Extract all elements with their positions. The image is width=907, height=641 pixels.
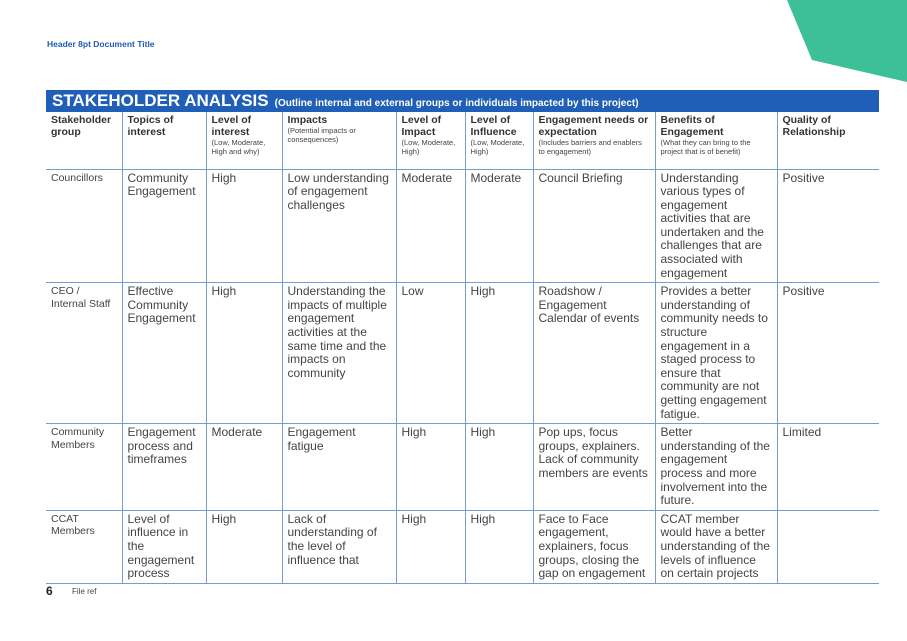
col-header: Benefits of Engagement (What they can bring to the project that is of benefit)	[655, 112, 777, 169]
table-cell: Effective Community Engagement	[122, 283, 206, 424]
table-cell: High	[206, 510, 282, 583]
table-cell: Moderate	[206, 424, 282, 511]
table-cell: Better understanding of the engagement process and more involvement into the future.	[655, 424, 777, 511]
page-number: 6	[46, 584, 53, 598]
table-cell: Positive	[777, 169, 879, 283]
table-header-row	[46, 112, 879, 169]
table-cell: Council Briefing	[533, 169, 655, 283]
table-cell: CCAT Members	[46, 510, 122, 583]
col-header: Level of Impact (Low, Moderate, High)	[396, 112, 465, 169]
table-cell: CCAT member would have a better understanding of the levels of influence on certain projects	[655, 510, 777, 583]
table-cell: Moderate	[396, 169, 465, 283]
table-cell: CEO / Internal Staff	[46, 283, 122, 424]
col-header: Level of Influence (Low, Moderate, High)	[465, 112, 533, 169]
table-cell: Understanding various types of engagement activities that are undertaken and the challenges that are associated with engagement	[655, 169, 777, 283]
stakeholder-table	[46, 112, 879, 584]
col-header: Topics of interest	[122, 112, 206, 169]
col-header: Impacts (Potential impacts or consequences)	[282, 112, 396, 169]
table-cell: High	[206, 169, 282, 283]
table-cell: Moderate	[465, 169, 533, 283]
table-cell: High	[465, 283, 533, 424]
table-cell: High	[465, 424, 533, 511]
col-header: Engagement needs or expectation (Includes barriers and enablers to engagement)	[533, 112, 655, 169]
table-cell: Provides a better understanding of community needs to structure engagement in a staged process to ensure that community are not getting engagement fatigue.	[655, 283, 777, 424]
table-cell: Positive	[777, 283, 879, 424]
col-header: Quality of Relationship	[777, 112, 879, 169]
section-subtitle: (Outline internal and external groups or individuals impacted by this project)	[274, 98, 639, 109]
table-cell: Low understanding of engagement challenges	[282, 169, 396, 283]
table-cell: High	[206, 283, 282, 424]
table-cell: High	[465, 510, 533, 583]
document-title: Header 8pt Document Title	[47, 39, 155, 49]
table-row	[46, 424, 879, 511]
col-header: Level of interest (Low, Moderate, High and why)	[206, 112, 282, 169]
table-cell: Community Members	[46, 424, 122, 511]
file-ref: File ref	[72, 587, 97, 596]
col-header: Stakeholder group	[46, 112, 122, 169]
table-row	[46, 169, 879, 283]
table-cell: Understanding the impacts of multiple engagement activities at the same time and the impacts on community	[282, 283, 396, 424]
table-row	[46, 283, 879, 424]
corner-decoration	[787, 0, 907, 90]
table-cell: High	[396, 424, 465, 511]
table-cell: High	[396, 510, 465, 583]
table-cell: Lack of understanding of the level of influence that	[282, 510, 396, 583]
section-title: STAKEHOLDER ANALYSIS	[52, 91, 269, 110]
table-cell: Engagement process and timeframes	[122, 424, 206, 511]
table-cell: Face to Face engagement, explainers, focus groups, closing the gap on engagement	[533, 510, 655, 583]
table-cell: Pop ups, focus groups, explainers. Lack of community members are events	[533, 424, 655, 511]
table-cell: Low	[396, 283, 465, 424]
table-cell: Councillors	[46, 169, 122, 283]
section-banner	[46, 90, 879, 112]
table-cell: Engagement fatigue	[282, 424, 396, 511]
table-cell: Community Engagement	[122, 169, 206, 283]
table-cell: Limited	[777, 424, 879, 511]
table-cell	[777, 510, 879, 583]
table-cell: Roadshow / Engagement Calendar of events	[533, 283, 655, 424]
table-cell: Level of influence in the engagement process	[122, 510, 206, 583]
table-row	[46, 510, 879, 583]
